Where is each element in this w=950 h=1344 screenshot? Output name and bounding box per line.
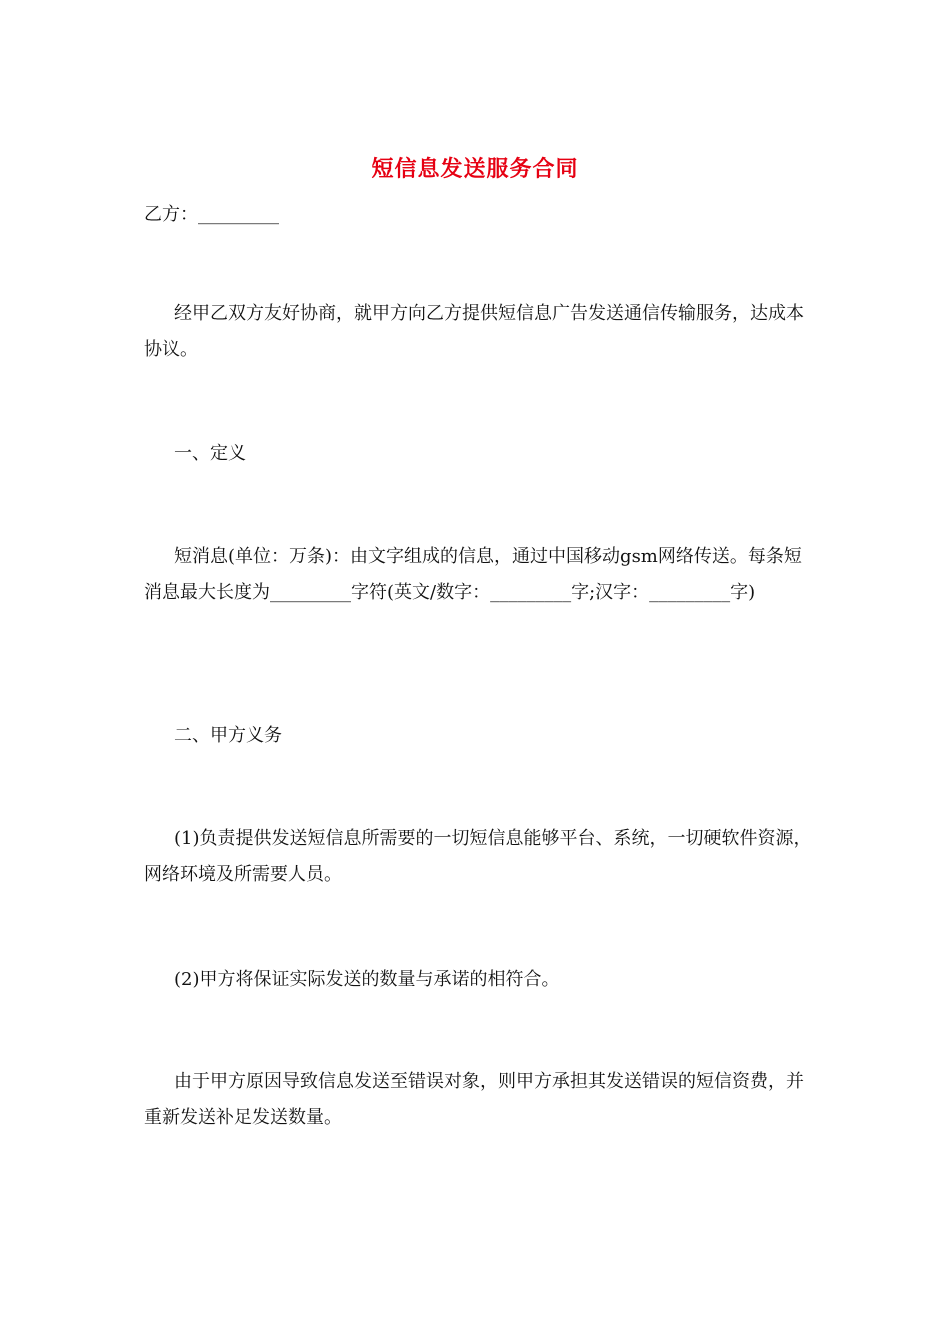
document-title: 短信息发送服务合同: [371, 156, 579, 182]
intro-paragraph: 经甲乙双方友好协商，就甲方向乙方提供短信息广告发送通信传输服务，达成本协议。: [144, 303, 804, 360]
definition-paragraph: 短消息(单位：万条)：由文字组成的信息，通过中国移动gsm网络传送。每条短消息最大长度为_________字符(英文/数字：_________字;汉字：_________字): [144, 546, 802, 603]
error-liability-paragraph: 由于甲方原因导致信息发送至错误对象，则甲方承担其发送错误的短信资费，并重新发送补足发送数量。: [144, 1071, 804, 1128]
section-heading-definition: 一、定义: [174, 443, 246, 464]
section-heading-party-a-obligations: 二、甲方义务: [174, 725, 282, 746]
obligation-item-1: (1)负责提供发送短信息所需要的一切短信息能够平台、系统，一切硬软件资源，网络环境及所需要人员。: [144, 828, 812, 885]
party-b-line: 乙方：_________: [144, 204, 279, 225]
obligation-item-2: (2)甲方将保证实际发送的数量与承诺的相符合。: [174, 969, 560, 990]
